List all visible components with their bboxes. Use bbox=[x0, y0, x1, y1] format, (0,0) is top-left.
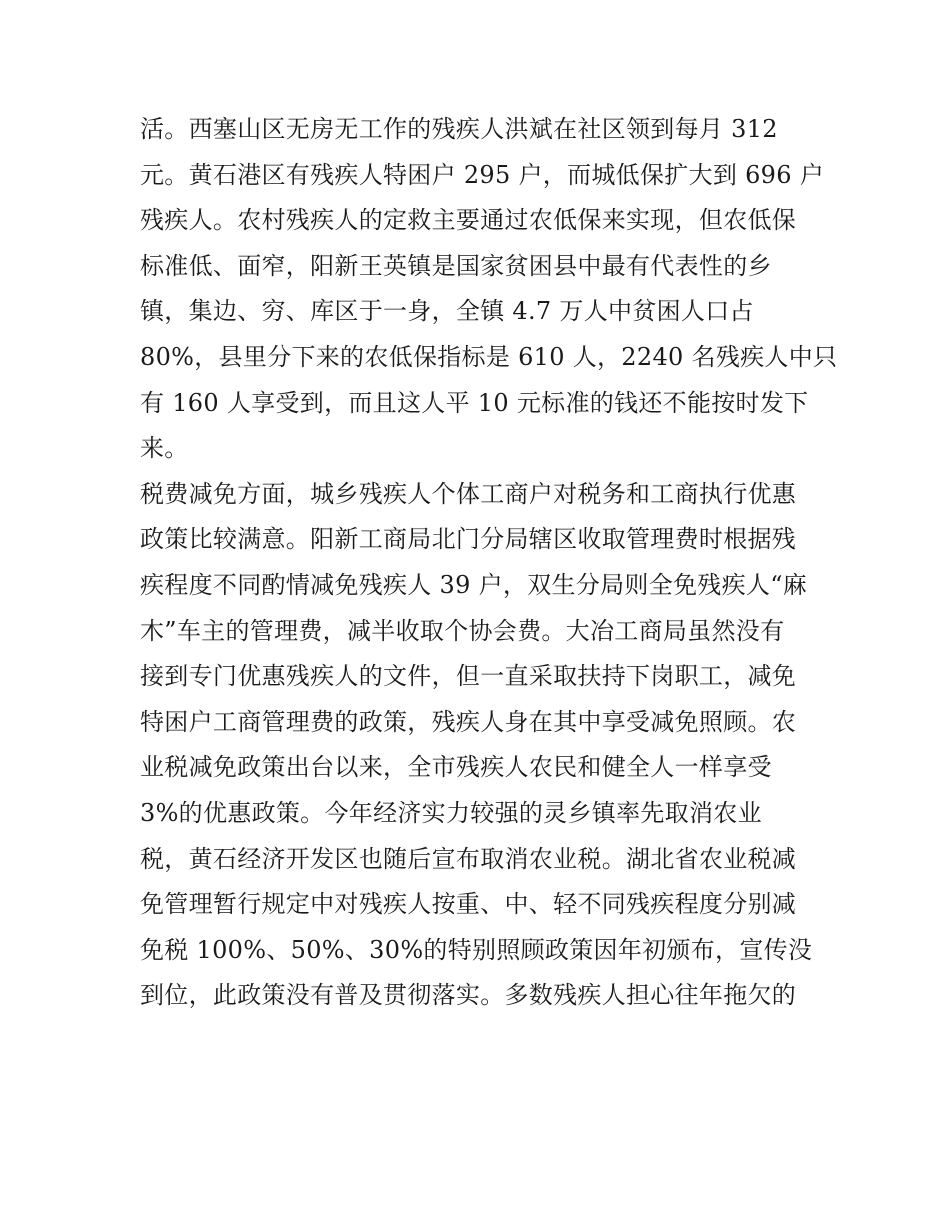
text-line-12: 木”车主的管理费，减半收取个协会费。大冶工商局虽然没有 bbox=[140, 616, 785, 645]
text-line-17: 税，黄石经济开发区也随后宣布取消农业税。湖北省农业税减 bbox=[140, 844, 797, 873]
text-line-20: 到位，此政策没有普及贯彻落实。多数残疾人担心往年拖欠的 bbox=[140, 981, 797, 1010]
text-line-16: 3%的优惠政策。今年经济实力较强的灵乡镇率先取消农业 bbox=[140, 798, 762, 827]
text-line-14: 特困户工商管理费的政策，残疾人身在其中享受减免照顾。农 bbox=[140, 707, 797, 736]
text-line-6: 80%，县里分下来的农低保指标是 610 人，2240 名残疾人中只 bbox=[140, 342, 838, 371]
text-line-1: 活。西塞山区无房无工作的残疾人洪斌在社区领到每月 312 bbox=[140, 115, 778, 143]
text-line-3: 残疾人。农村残疾人的定救主要通过农低保来实现，但农低保 bbox=[140, 206, 797, 235]
text-line-15: 业税减免政策出台以来，全市残疾人农民和健全人一样享受 bbox=[140, 753, 772, 782]
text-line-2: 元。黄石港区有残疾人特困户 295 户，而城低保扩大到 696 户 bbox=[140, 160, 825, 189]
text-line-4: 标准低、面窄，阳新王英镇是国家贫困县中最有代表性的乡 bbox=[140, 251, 772, 280]
text-line-19: 免税 100%、50%、30%的特别照顾政策因年初颁布，宣传没 bbox=[140, 935, 813, 964]
text-line-18: 免管理暂行规定中对残疾人按重、中、轻不同残疾程度分别减 bbox=[140, 890, 797, 919]
text-line-13: 接到专门优惠残疾人的文件，但一直采取扶持下岗职工，减免 bbox=[140, 662, 797, 691]
text-line-11: 疾程度不同酌情减免残疾人 39 户，双生分局则全免残疾人“麻 bbox=[140, 570, 808, 599]
text-line-7: 有 160 人享受到，而且这人平 10 元标准的钱还不能按时发下 bbox=[140, 388, 809, 417]
text-line-5: 镇，集边、穷、库区于一身，全镇 4.7 万人中贫困人口占 bbox=[140, 297, 754, 326]
text-line-8: 来。 bbox=[140, 434, 189, 463]
document-body bbox=[140, 107, 840, 1019]
text-line-9: 税费减免方面，城乡残疾人个体工商户对税务和工商执行优惠 bbox=[140, 479, 797, 508]
text-line-10: 政策比较满意。阳新工商局北门分局辖区收取管理费时根据残 bbox=[140, 525, 797, 554]
